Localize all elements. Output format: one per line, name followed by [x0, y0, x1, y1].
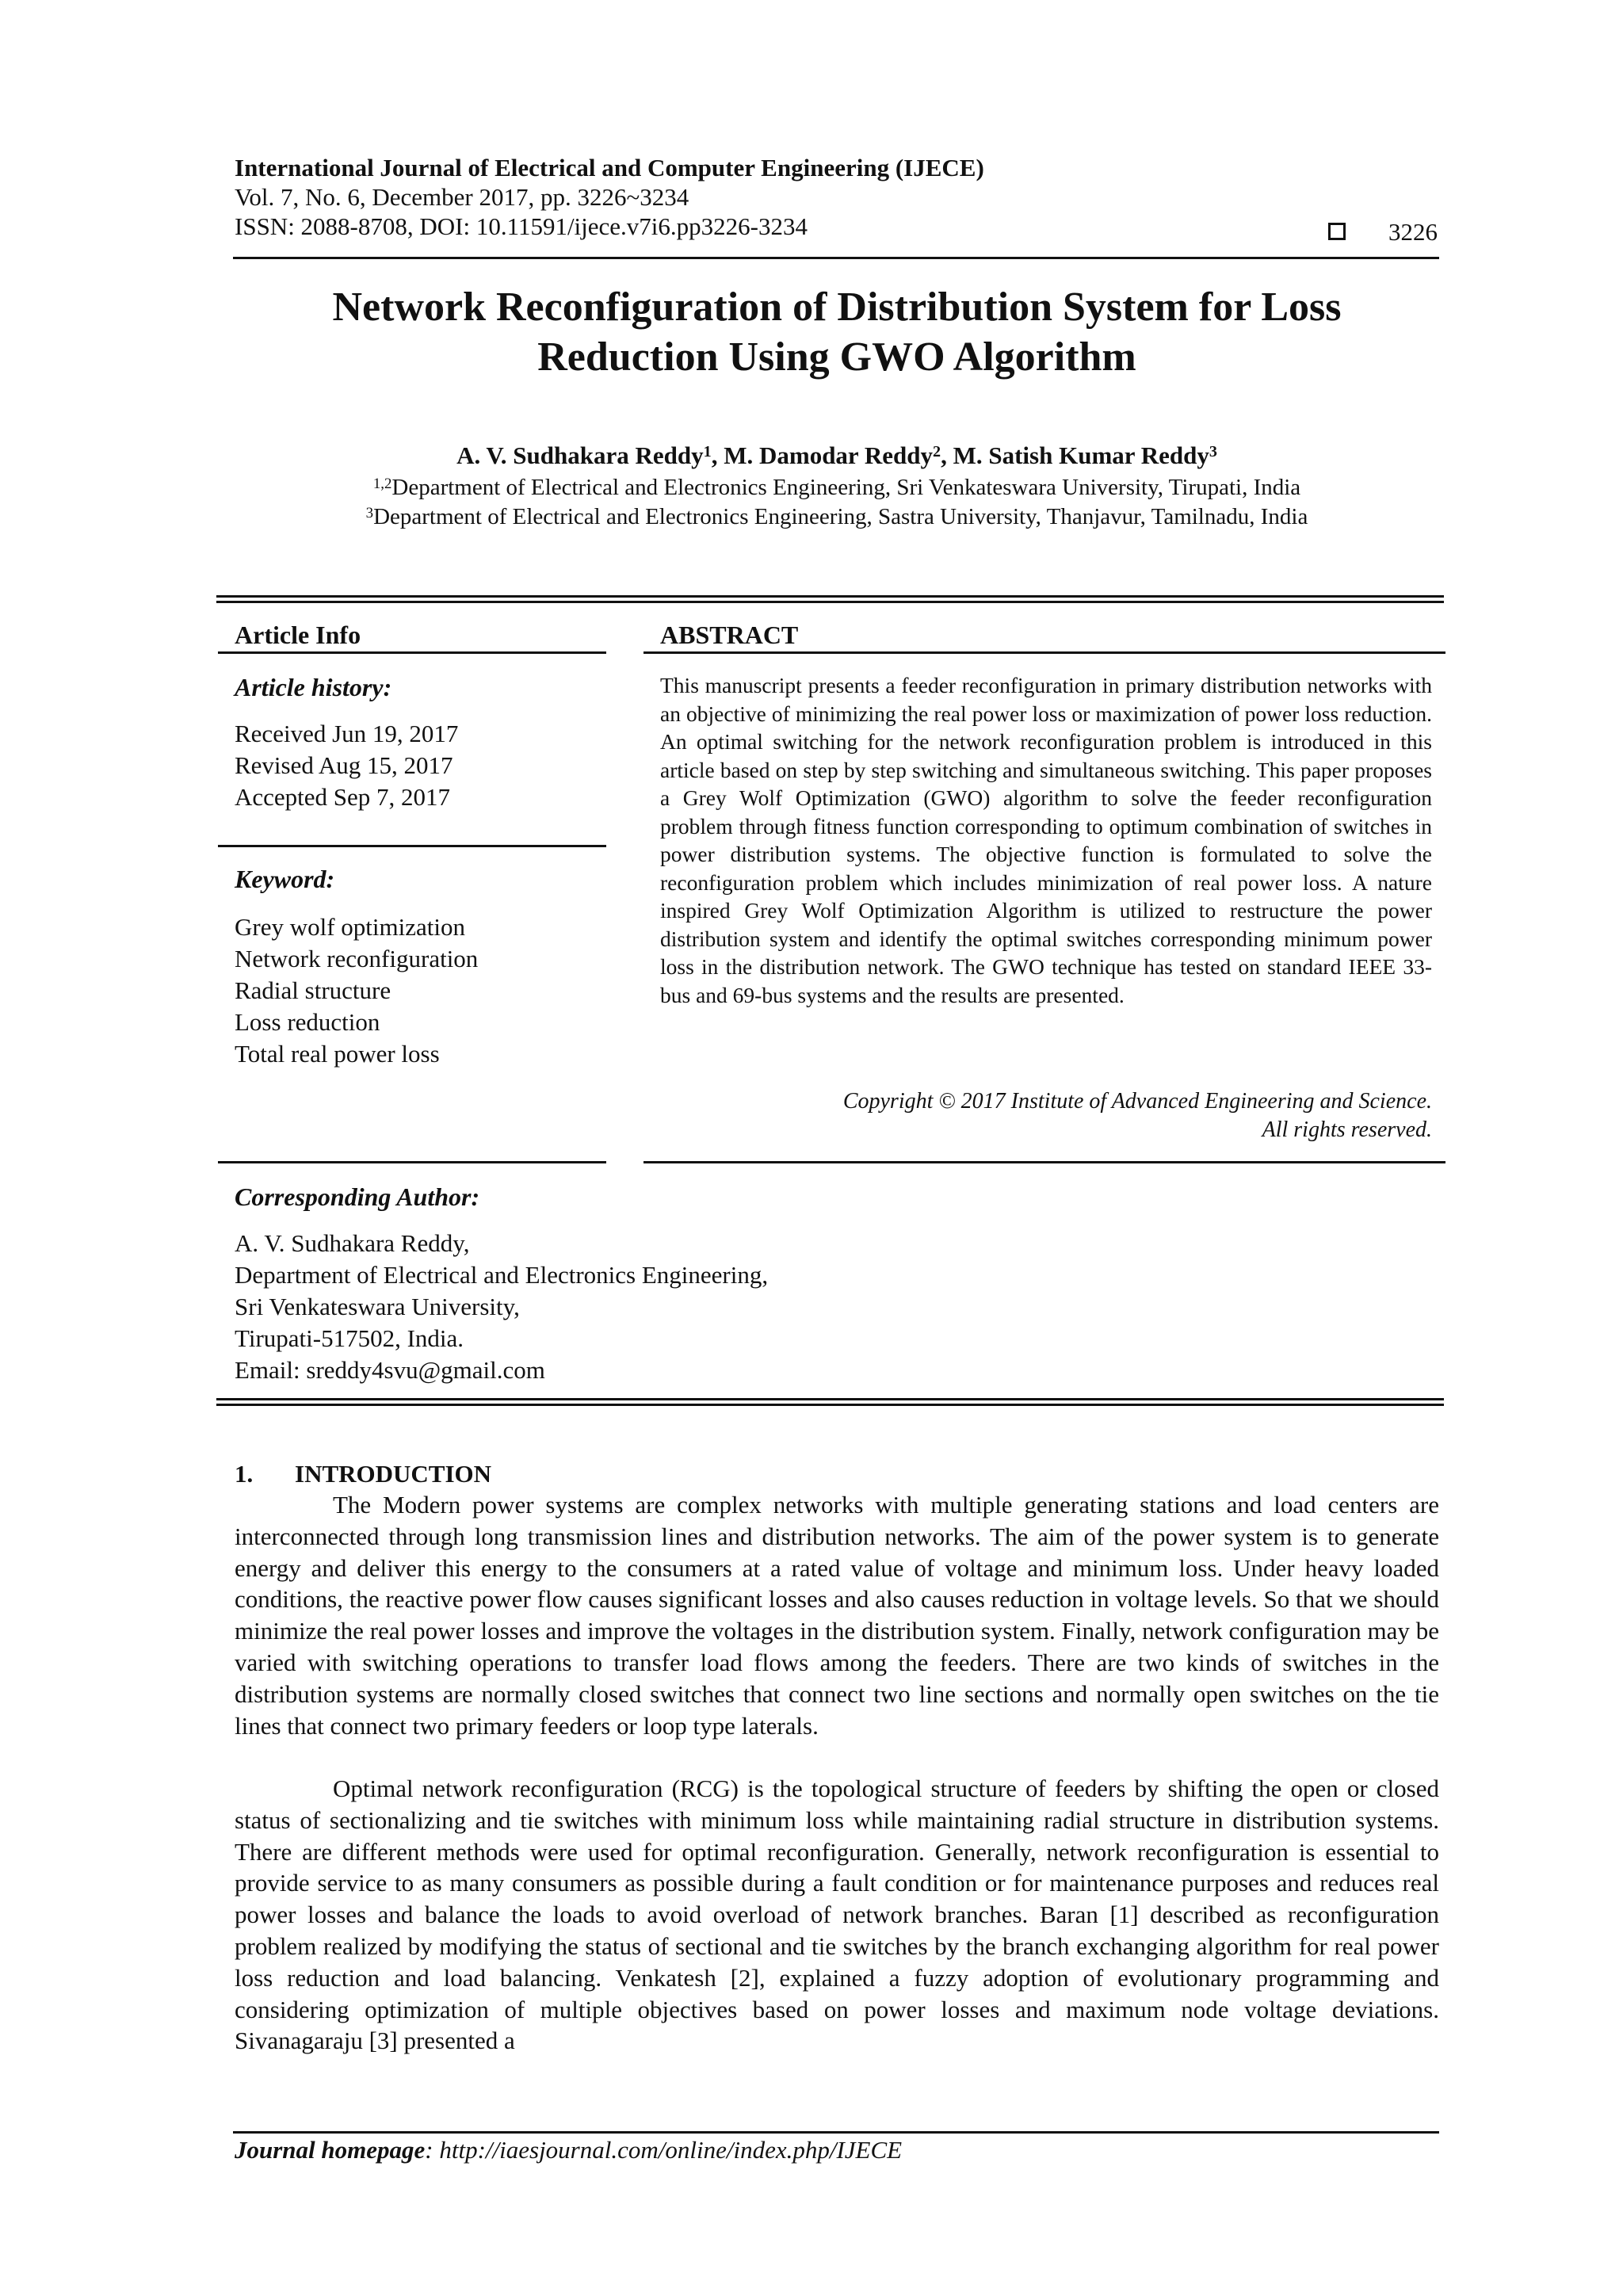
corresponding-city: Tirupati-517502, India. [235, 1324, 464, 1352]
author-3-sup: 3 [1209, 442, 1217, 460]
section-number: 1. [235, 1460, 254, 1488]
info-bottom-rule [218, 1161, 606, 1163]
author-1: A. V. Sudhakara Reddy [456, 441, 704, 469]
article-history-heading: Article history: [235, 673, 392, 701]
affiliation-2-text: Department of Electrical and Electronics Engineering, Sastra University, Thanjavur, Tamilnadu, India [373, 504, 1308, 529]
article-info-rule [218, 651, 606, 654]
author-3: M. Satish Kumar Reddy [953, 441, 1209, 469]
header-rule [233, 257, 1439, 259]
affiliation-1-sup: 1,2 [372, 475, 392, 492]
affiliation-1 [235, 473, 1439, 502]
author-list [235, 441, 1439, 471]
author-2: M. Damodar Reddy [724, 441, 934, 469]
copyright-line-1: Copyright © 2017 Institute of Advanced Engineering and Science. [842, 1089, 1432, 1114]
article-info-heading: Article Info [235, 621, 361, 649]
running-header [235, 153, 1439, 241]
abstract-text: This manuscript presents a feeder reconfiguration in primary distribution networks with an objective of minimizing the real power loss or maximization of power loss reduction. An optimal switching for the network reconfiguration problem is introduced in this article based on step by step switching and simultaneous switching. This paper proposes a Grey Wolf Optimization (GWO) algorithm to solve the feeder reconfiguration problem through fitness function corresponding to optimum combination of switches in power distribution systems. The objective function is formulated to solve the reconfiguration problem which includes minimization of real power loss. A nature inspired Grey Wolf Optimization Algorithm is utilized to restructure the power distribution system and identify the optimal switches corresponding minimum power loss in the distribution network. The GWO technique has tested on standard IEEE 33-bus and 69-bus systems and the results are presented. [660, 673, 1432, 1007]
title-line-1: Network Reconfiguration of Distribution System for Loss [332, 285, 1342, 330]
homepage-url[interactable]: http://iaesjournal.com/online/index.php/IJECE [439, 2136, 903, 2164]
abstract-bottom-rule [643, 1161, 1445, 1163]
keyword-item: Loss reduction [235, 1008, 380, 1036]
affiliation-2 [235, 502, 1439, 531]
author-1-sup: 1 [703, 442, 712, 460]
author-separator: , [711, 441, 724, 469]
volume-line: Vol. 7, No. 6, December 2017, pp. 3226~3234 [235, 183, 689, 211]
square-box-icon [1328, 223, 1346, 240]
corresponding-dept: Department of Electrical and Electronics Engineering, [235, 1261, 769, 1289]
keyword-item: Total real power loss [235, 1040, 440, 1068]
accepted-date: Accepted Sep 7, 2017 [235, 783, 451, 811]
abstract-heading: ABSTRACT [660, 621, 799, 649]
copyright-line-2: All rights reserved. [1262, 1117, 1432, 1142]
corresponding-name: A. V. Sudhakara Reddy, [235, 1229, 470, 1257]
double-rule-bottom [216, 1398, 1444, 1406]
homepage-label: Journal homepage [235, 2136, 426, 2164]
copyright-notice [660, 1087, 1432, 1144]
keyword-item: Grey wolf optimization [235, 913, 465, 941]
abstract-rule [643, 651, 1445, 654]
journal-name: International Journal of Electrical and Computer Engineering (IJECE) [235, 154, 984, 181]
intro-paragraph-1: The Modern power systems are complex networks with multiple generating stations and load centers are interconnected through long transmission lines and distribution networks. The aim of the power system is to generate energy and deliver this energy to the consumers at a rated value of voltage and minimum loss. Under heavy loaded conditions, the reactive power flow causes significant losses and also causes reduction in voltage levels. So that we should minimize the real power losses and improve the voltages in the distribution system. Finally, network configuration may be varied with switching operations to transfer load flows among the feeders. There are two kinds of switches in the distribution systems are normally closed switches that connect two line sections and normally open switches on the tie lines that connect two primary feeders or loop type laterals. [235, 1491, 1439, 1740]
keyword-item: Network reconfiguration [235, 945, 479, 972]
footer-rule [233, 2131, 1439, 2134]
received-date: Received Jun 19, 2017 [235, 720, 459, 747]
revised-date: Revised Aug 15, 2017 [235, 751, 453, 779]
title-line-2: Reduction Using GWO Algorithm [537, 334, 1136, 380]
section-heading-introduction [235, 1459, 491, 1489]
double-rule-top [216, 595, 1444, 603]
affiliation-2-sup: 3 [365, 504, 374, 521]
intro-paragraph-2: Optimal network reconfiguration (RCG) is the topological structure of feeders by shifting the open or closed status of sectionalizing and tie switches with minimum loss while maintaining radial structure in distribution systems. There are different methods were used for optimal reconfiguration. Generally, network reconfiguration is essential to provide service to as many consumers as possible during a fault condition or for maintenance purposes and reduces real power losses and balance the loads to avoid overload of network branches. Baran [1] described as reconfiguration problem realized by modifying the status of sectional and tie switches by the branch exchanging algorithm for real power loss reduction and load balancing. Venkatesh [2], explained a fuzzy adoption of evolutionary programming and considering optimization of multiple objectives based on power losses and maximum node voltage deviations. Sivanagaraju [3] presented a [235, 1775, 1439, 2055]
page-number: 3226 [1388, 218, 1438, 246]
author-separator: , [941, 441, 953, 469]
keyword-rule [218, 845, 606, 847]
keyword-heading: Keyword: [235, 865, 335, 893]
author-2-sup: 2 [933, 442, 941, 460]
keyword-item: Radial structure [235, 976, 391, 1004]
homepage-colon: : [425, 2136, 440, 2164]
issn-line: ISSN: 2088-8708, DOI: 10.11591/ijece.v7i6.pp3226-3234 [235, 212, 808, 240]
paper-title [235, 282, 1439, 382]
section-title: INTRODUCTION [295, 1460, 492, 1488]
affiliation-1-text: Department of Electrical and Electronics Engineering, Sri Venkateswara University, Tirupati, India [391, 475, 1301, 500]
corresponding-author-heading: Corresponding Author: [235, 1182, 480, 1211]
corresponding-email: Email: sreddy4svu@gmail.com [235, 1356, 545, 1384]
corresponding-univ: Sri Venkateswara University, [235, 1293, 520, 1320]
journal-homepage [235, 2135, 902, 2165]
